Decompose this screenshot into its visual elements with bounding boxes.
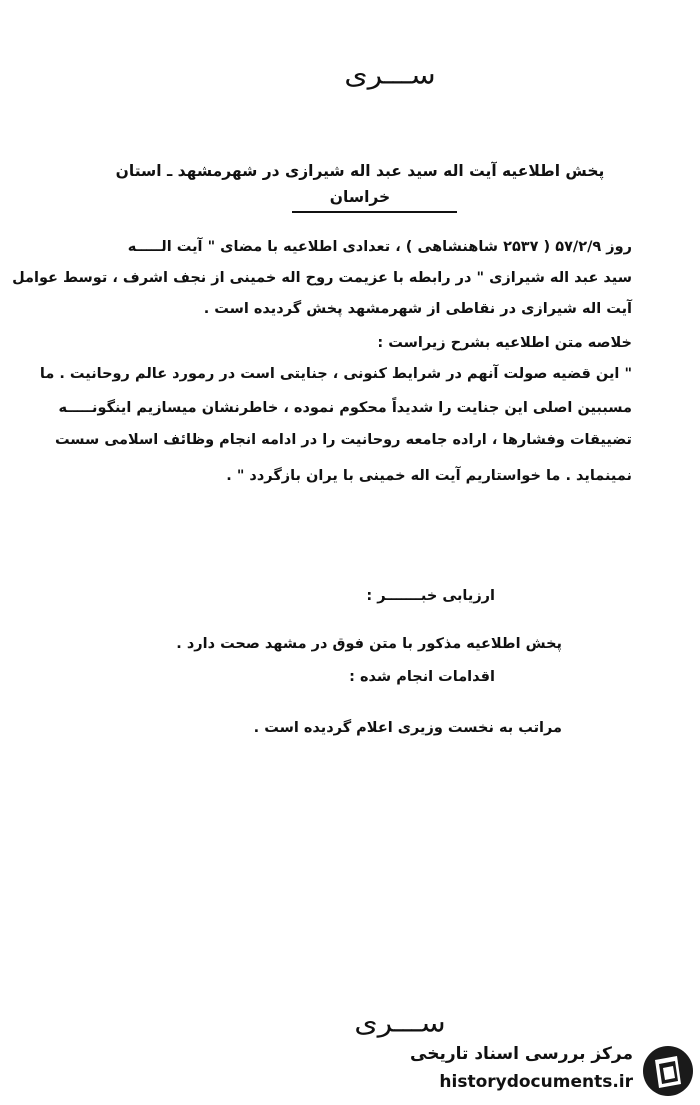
document-title-line1: پخش اطلاعیه آیت اله سید عبد اله شیرازی در شهرمشهد ـ استان	[115, 162, 605, 180]
body-line: تضییقات وفشارها ، اراده جامعه روحانیت را در ادامه انجام وظائف اسلامی سست	[54, 432, 632, 448]
watermark-logo	[410, 1040, 695, 1102]
watermark-name: مرکز بررسی اسناد تاریخی	[410, 1044, 633, 1064]
document-title-line2: خراسان	[329, 188, 391, 206]
body-line: مسببین اصلی این جنایت را شدیداً محکوم نموده ، خاطرنشان میسازیم اینگونـــــه	[58, 400, 632, 416]
actions-heading: اقدامات انجام شده :	[349, 669, 495, 685]
evaluation-text: پخش اطلاعیه مذکور با متن فوق در مشهد صحت دارد .	[176, 636, 562, 652]
classification-bottom: ســـری	[354, 1008, 446, 1039]
actions-text: مراتب به نخست وزیری اعلام گردیده است .	[253, 720, 562, 736]
body-line: " این قضیه صولت آنهم در شرایط کنونی ، جنایتی است در رمورد عالم روحانیت . ما	[39, 366, 632, 382]
title-underline	[292, 211, 457, 213]
evaluation-heading: ارزیابی خبـــــــر :	[366, 588, 495, 604]
body-line: روز ۵۷/۲/۹ ( ۲۵۳۷ شاهنشاهی ) ، تعدادی اطلاعیه با مضای " آیت الـــــه	[127, 239, 632, 255]
body-line: نمینماید . ما خواستاریم آیت اله خمینی با یران بازگردد " .	[226, 468, 632, 484]
classification-top: ســـری	[344, 60, 436, 91]
watermark-url: historydocuments.ir	[439, 1072, 633, 1092]
document-logo-icon	[641, 1044, 695, 1098]
body-line: آیت اله شیرازی در نقاطی از شهرمشهد پخش گردیده است .	[203, 301, 632, 317]
body-line: خلاصه متن اطلاعیه بشرح زیراست :	[377, 335, 632, 351]
body-line: سید عبد اله شیرازی " در رابطه با عزیمت روح اله خمینی از نجف اشرف ، توسط عوامل	[12, 270, 632, 286]
